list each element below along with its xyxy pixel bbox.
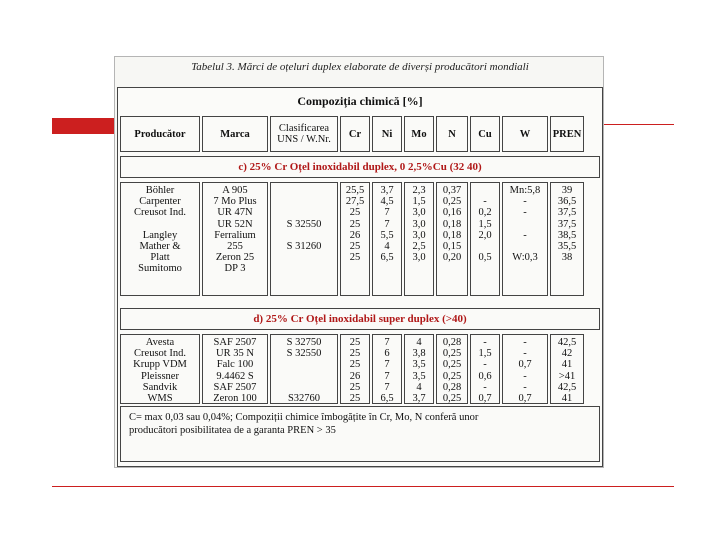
table-cell: 1,5 xyxy=(478,218,492,230)
section-d-title: d) 25% Cr Oțel inoxidabil super duplex (>40) xyxy=(120,308,600,330)
table-cell: 0,28 xyxy=(442,381,462,393)
table-cell: Krupp VDM xyxy=(133,359,187,371)
header-ni: Ni xyxy=(372,116,402,152)
table-cell: 25 xyxy=(349,240,361,252)
table-cell: - xyxy=(523,370,527,382)
table-cell xyxy=(503,219,547,230)
table-cell: 26 xyxy=(349,229,361,241)
table-cell: 6 xyxy=(384,348,390,360)
table-cell: 0,25 xyxy=(442,196,462,208)
table-cell: 25 xyxy=(349,207,361,219)
table-cell: 25 xyxy=(349,348,361,360)
section-d-producers xyxy=(120,334,200,404)
section-d-marca xyxy=(202,334,268,404)
table-cell: Zeron 25 xyxy=(215,252,255,264)
table-cell: 3,5 xyxy=(412,359,426,371)
table-cell xyxy=(271,382,337,393)
section-c-mo xyxy=(404,182,434,296)
table-cell: SAF 2507 xyxy=(213,337,257,348)
section-d-data xyxy=(120,334,586,404)
table-cell: 25 xyxy=(349,252,361,264)
table-cell: Ferralium xyxy=(214,229,256,241)
section-c-pren xyxy=(550,182,584,296)
table-cell: Mn:5,8 xyxy=(509,185,541,196)
table-cell: 2,0 xyxy=(478,229,492,241)
table-cell: 42,5 xyxy=(557,337,577,348)
table-cell: 36,5 xyxy=(557,196,577,208)
section-c-title: c) 25% Cr Oțel inoxidabil duplex, 0 2,5%Cu (32 40) xyxy=(120,156,600,178)
table-cell: 1,5 xyxy=(478,348,492,360)
header-marca: Marca xyxy=(202,116,268,152)
table-cell xyxy=(471,263,499,274)
table-cell: Sandvik xyxy=(142,381,178,393)
table-cell: 3,0 xyxy=(412,218,426,230)
table-cell: 0,7 xyxy=(518,392,532,404)
header-cr: Cr xyxy=(340,116,370,152)
table-cell: 37,5 xyxy=(557,207,577,219)
table-cell: Mather & xyxy=(139,240,181,252)
table-cell xyxy=(341,263,369,274)
section-c-producers xyxy=(120,182,200,296)
table-cell: A 905 xyxy=(222,185,248,196)
table-cell: 0,16 xyxy=(442,207,462,219)
table-cell: 9.4462 S xyxy=(216,370,254,382)
table-cell: - xyxy=(523,207,527,219)
table-cell: 4 xyxy=(416,337,422,348)
table-cell: 25 xyxy=(349,392,361,404)
table-cell xyxy=(437,263,467,274)
table-cell: - xyxy=(523,229,527,241)
table-cell: 2,5 xyxy=(412,240,426,252)
table-cell xyxy=(551,263,583,274)
section-d-w xyxy=(502,334,548,404)
table-cell: WMS xyxy=(147,392,173,404)
table-cell: 0,25 xyxy=(442,359,462,371)
table-title: Compoziția chimică [%] xyxy=(297,94,423,108)
table-cell: SAF 2507 xyxy=(213,381,257,393)
section-c-data xyxy=(120,182,586,296)
table-cell: 27,5 xyxy=(345,196,365,208)
table-cell: 3,0 xyxy=(412,229,426,241)
header-mo: Mo xyxy=(404,116,434,152)
table-cell: Creusot Ind. xyxy=(134,348,186,360)
table-cell: 4 xyxy=(416,381,422,393)
table-cell: UR 47N xyxy=(217,207,253,219)
section-c-w xyxy=(502,182,548,296)
table-cell: 35,5 xyxy=(557,240,577,252)
table-cell: 3,0 xyxy=(412,252,426,264)
table-cell: DP 3 xyxy=(224,263,246,275)
table-cell: 0,25 xyxy=(442,370,462,382)
table-cell: 41 xyxy=(561,359,573,371)
table-caption: Tabelul 3. Mărci de oțeluri duplex elaborate de diverși producători mondiali xyxy=(191,61,529,73)
table-cell xyxy=(373,263,401,274)
table-cell: UR 52N xyxy=(217,218,253,230)
section-c-cu xyxy=(470,182,500,296)
red-divider-bottom xyxy=(52,486,674,487)
table-cell xyxy=(271,230,337,241)
table-cell: 0,6 xyxy=(478,370,492,382)
table-cell: Platt xyxy=(150,252,170,264)
table-cell: 41 xyxy=(561,392,573,404)
table-cell: 0,15 xyxy=(442,240,462,252)
composition-table xyxy=(117,87,603,467)
table-cell: 1,5 xyxy=(412,196,426,208)
footnote-line-2: producători posibilitatea de a garanta PREN > 35 xyxy=(129,425,336,436)
section-d-pren xyxy=(550,334,584,404)
table-cell: 37,5 xyxy=(557,218,577,230)
table-cell: S32760 xyxy=(287,392,321,404)
table-cell: 0,37 xyxy=(442,185,462,196)
table-cell: - xyxy=(483,381,487,393)
section-d-clasificare xyxy=(270,334,338,404)
table-cell: - xyxy=(483,359,487,371)
table-cell: 0,28 xyxy=(442,337,462,348)
table-cell: S 31260 xyxy=(286,240,322,252)
table-document xyxy=(114,56,604,468)
table-cell: 25,5 xyxy=(345,185,365,196)
table-cell: 0,25 xyxy=(442,392,462,404)
table-footnote xyxy=(120,406,600,462)
table-cell: 3,5 xyxy=(412,370,426,382)
table-cell: 0,18 xyxy=(442,218,462,230)
table-cell: S 32750 xyxy=(286,337,322,348)
table-cell xyxy=(471,185,499,196)
table-cell: Zeron 100 xyxy=(213,392,257,404)
header-clasificare: Clasificarea UNS / W.Nr. xyxy=(270,116,338,152)
table-cell xyxy=(503,263,547,274)
table-cell xyxy=(121,219,199,230)
table-cell: 26 xyxy=(349,370,361,382)
table-cell: 25 xyxy=(349,381,361,393)
table-cell: 3,8 xyxy=(412,348,426,360)
table-cell xyxy=(271,196,337,207)
table-cell: 7 xyxy=(384,218,390,230)
table-cell: - xyxy=(483,337,487,348)
section-c-ni xyxy=(372,182,402,296)
footnote-line-1: C= max 0,03 sau 0,04%; Compoziții chimice îmbogățite în Cr, Mo, N conferă unor xyxy=(129,412,479,423)
table-cell xyxy=(503,241,547,252)
table-cell: Pleissner xyxy=(141,370,179,382)
table-cell xyxy=(471,241,499,252)
table-cell: 0,18 xyxy=(442,229,462,241)
table-cell: 0,7 xyxy=(518,359,532,371)
section-c-cr xyxy=(340,182,370,296)
header-row xyxy=(120,116,586,152)
section-c-marca xyxy=(202,182,268,296)
section-d-cr xyxy=(340,334,370,404)
table-cell: S 32550 xyxy=(286,218,322,230)
table-cell: - xyxy=(523,381,527,393)
table-cell: 0,20 xyxy=(442,252,462,264)
table-cell: S 32550 xyxy=(286,348,322,360)
table-cell xyxy=(405,263,433,274)
table-cell: 3,7 xyxy=(380,185,394,196)
table-cell: 5,5 xyxy=(380,229,394,241)
table-cell: 7 xyxy=(384,381,390,393)
table-cell: 25 xyxy=(349,337,361,348)
section-c-n xyxy=(436,182,468,296)
table-cell: 0,2 xyxy=(478,207,492,219)
table-cell: 7 xyxy=(384,337,390,348)
table-cell: 3,0 xyxy=(412,207,426,219)
table-cell: 39 xyxy=(561,185,573,196)
table-cell xyxy=(271,263,337,274)
table-cell: Carpenter xyxy=(139,196,181,208)
table-cell: 25 xyxy=(349,359,361,371)
table-cell xyxy=(271,371,337,382)
section-d-ni xyxy=(372,334,402,404)
header-cu: Cu xyxy=(470,116,500,152)
table-cell: 4,5 xyxy=(380,196,394,208)
table-cell: 42,5 xyxy=(557,381,577,393)
table-cell: 7 xyxy=(384,359,390,371)
table-cell: 7 xyxy=(384,207,390,219)
table-cell: 4 xyxy=(384,240,390,252)
table-cell: Langley xyxy=(142,229,178,241)
table-cell: 0,5 xyxy=(478,252,492,264)
section-d-n xyxy=(436,334,468,404)
table-cell xyxy=(271,185,337,196)
table-cell: W:0,3 xyxy=(512,252,538,264)
table-cell: >41 xyxy=(558,370,576,382)
table-cell: 255 xyxy=(227,240,243,252)
table-cell: 0,25 xyxy=(442,348,462,360)
table-cell xyxy=(271,252,337,263)
table-cell: - xyxy=(483,196,487,208)
table-cell: 7 xyxy=(384,370,390,382)
table-cell: UR 35 N xyxy=(216,348,254,360)
table-cell: Falc 100 xyxy=(216,359,254,371)
table-cell xyxy=(271,359,337,370)
red-accent-bar xyxy=(52,118,118,134)
header-pren: PREN xyxy=(550,116,584,152)
table-cell: 6,5 xyxy=(380,252,394,264)
table-cell: 3,7 xyxy=(412,392,426,404)
table-cell: 38,5 xyxy=(557,229,577,241)
header-producator: Producător xyxy=(120,116,200,152)
table-cell: 38 xyxy=(561,252,573,264)
table-cell xyxy=(271,207,337,218)
section-c-clasificare xyxy=(270,182,338,296)
table-cell: Creusot Ind. xyxy=(134,207,186,219)
header-n: N xyxy=(436,116,468,152)
table-cell: - xyxy=(523,337,527,348)
table-cell: Böhler xyxy=(145,185,175,196)
section-d-mo xyxy=(404,334,434,404)
table-cell: Sumitomo xyxy=(138,263,182,275)
section-d-cu xyxy=(470,334,500,404)
table-cell: 7 Mo Plus xyxy=(213,196,257,208)
table-cell: - xyxy=(523,196,527,208)
table-cell: Avesta xyxy=(145,337,175,348)
table-cell: - xyxy=(523,348,527,360)
table-cell: 2,3 xyxy=(412,185,426,196)
table-cell: 0,7 xyxy=(478,392,492,404)
table-cell: 42 xyxy=(561,348,573,360)
header-w: W xyxy=(502,116,548,152)
table-cell: 6,5 xyxy=(380,392,394,404)
table-cell: 25 xyxy=(349,218,361,230)
